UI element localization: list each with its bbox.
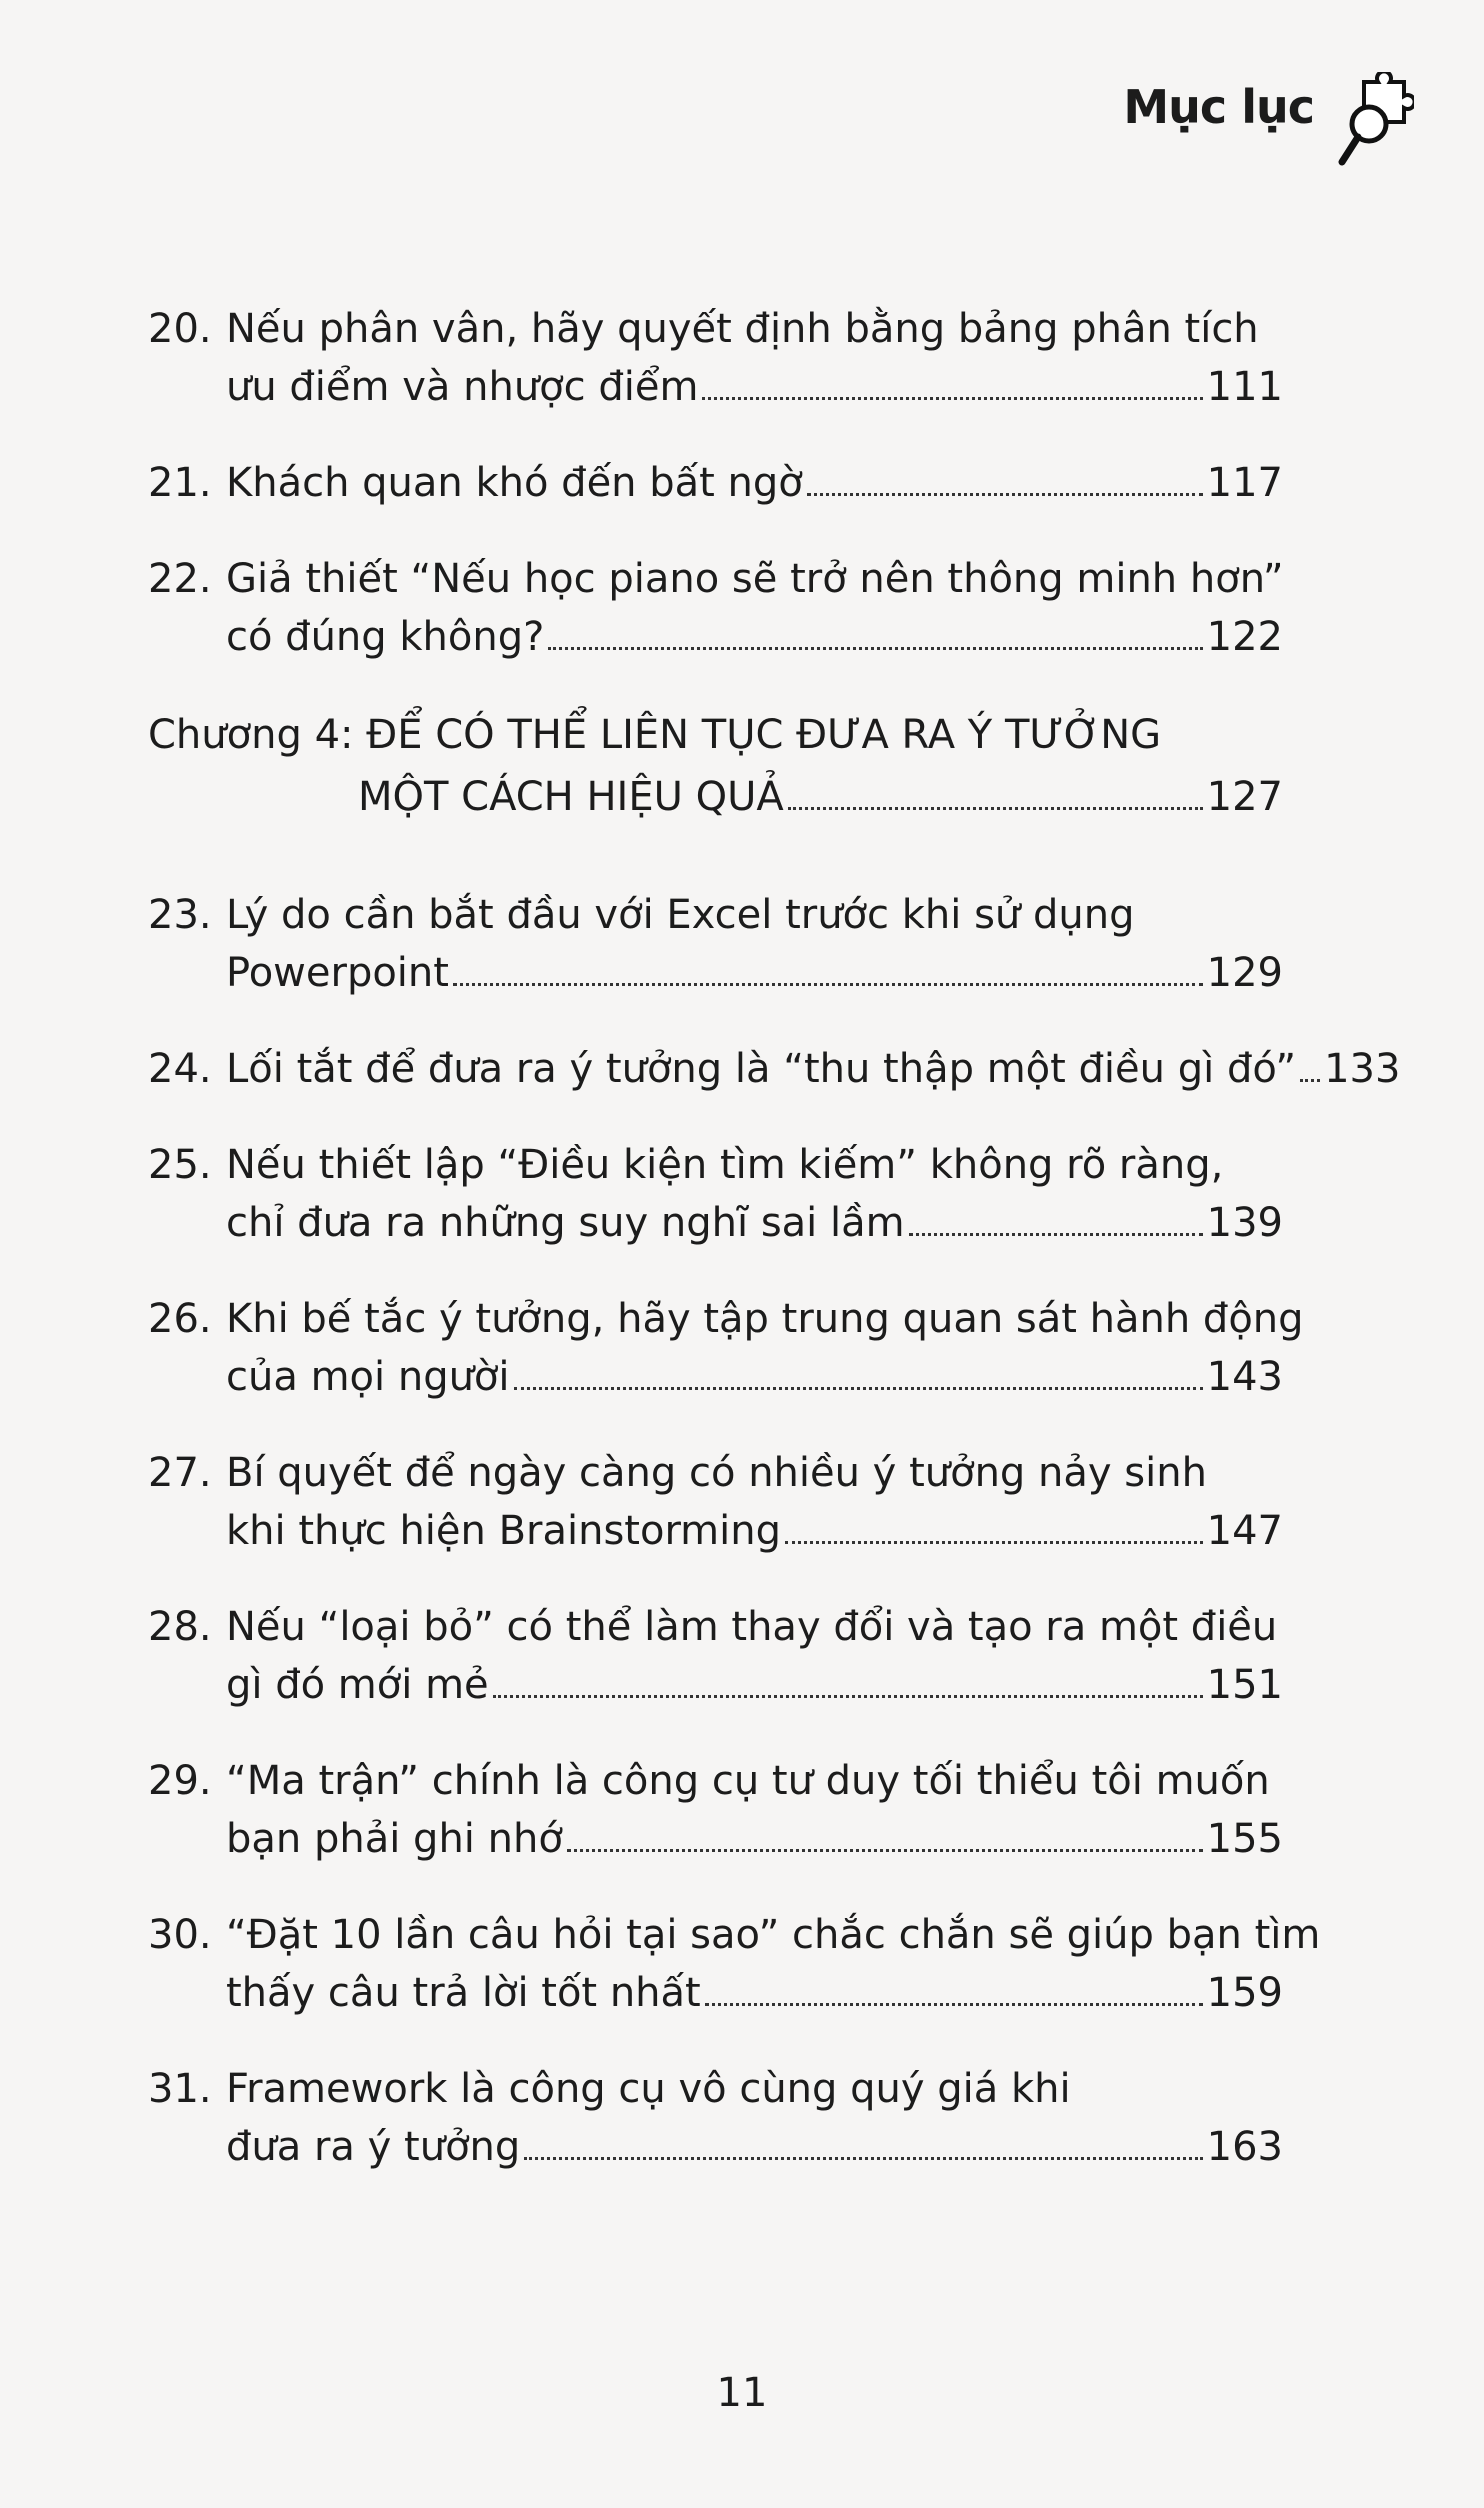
entry-number: 26. bbox=[148, 1296, 212, 1342]
dot-leader bbox=[493, 1695, 1203, 1698]
page-number: 11 bbox=[716, 2370, 768, 2416]
entry-page-number: 133 bbox=[1324, 1046, 1401, 1092]
chapter-title-line-2 bbox=[148, 766, 1283, 828]
entry-title-line: Nếu “loại bỏ” có thể làm thay đổi và tạo ra một điều bbox=[226, 1604, 1278, 1650]
entry-page-number: 163 bbox=[1206, 2124, 1283, 2170]
entry-page-number: 139 bbox=[1206, 1200, 1283, 1246]
entry-body bbox=[148, 2060, 1283, 2176]
entry-number: 22. bbox=[148, 556, 212, 602]
entry-body bbox=[148, 1906, 1321, 2022]
entry-body bbox=[148, 1136, 1283, 1252]
dot-leader bbox=[909, 1233, 1203, 1236]
entry-title-text: của mọi người bbox=[226, 1354, 510, 1400]
dot-leader bbox=[807, 493, 1203, 496]
entry-number: 21. bbox=[148, 460, 212, 506]
toc-entry bbox=[148, 1752, 1283, 1868]
dot-leader bbox=[705, 2003, 1203, 2006]
toc-entry bbox=[148, 2060, 1283, 2176]
entry-body bbox=[148, 1598, 1283, 1714]
entry-page-number: 159 bbox=[1206, 1970, 1283, 2016]
entry-body bbox=[148, 1444, 1283, 1560]
entry-title-text: gì đó mới mẻ bbox=[226, 1662, 489, 1708]
dot-leader bbox=[524, 2157, 1202, 2160]
chapter-title-line-1: Chương 4: ĐỂ CÓ THỂ LIÊN TỤC ĐƯA RA Ý TƯỞNG bbox=[148, 712, 1162, 758]
dot-leader bbox=[702, 397, 1202, 400]
entry-title-text: khi thực hiện Brainstorming bbox=[226, 1508, 781, 1554]
entry-last-line bbox=[226, 608, 1283, 666]
page-header-title: Mục lục bbox=[1123, 80, 1314, 134]
entry-number: 24. bbox=[148, 1046, 212, 1092]
dot-leader bbox=[453, 983, 1203, 986]
entry-title-text: có đúng không? bbox=[226, 614, 545, 660]
entry-title-line: Bí quyết để ngày càng có nhiều ý tưởng nảy sinh bbox=[226, 1450, 1207, 1496]
chapter-page-number: 127 bbox=[1206, 774, 1283, 820]
entry-body bbox=[148, 886, 1283, 1002]
entry-number: 25. bbox=[148, 1142, 212, 1188]
chapter-heading bbox=[148, 704, 1283, 828]
entry-title-text: chỉ đưa ra những suy nghĩ sai lầm bbox=[226, 1200, 905, 1246]
entry-last-line bbox=[226, 1040, 1401, 1098]
toc-entry bbox=[148, 1040, 1401, 1098]
toc-entry bbox=[148, 886, 1283, 1002]
dot-leader bbox=[514, 1387, 1203, 1390]
entry-last-line bbox=[226, 1502, 1283, 1560]
toc-entry bbox=[148, 1290, 1304, 1406]
dot-leader bbox=[567, 1849, 1203, 1852]
entry-title-text: thấy câu trả lời tốt nhất bbox=[226, 1970, 701, 2016]
entry-title-text: đưa ra ý tưởng bbox=[226, 2124, 521, 2170]
entry-body bbox=[148, 1752, 1283, 1868]
entry-body bbox=[148, 454, 1283, 512]
entry-last-line bbox=[226, 944, 1283, 1002]
table-of-contents bbox=[148, 300, 1401, 2214]
entry-page-number: 155 bbox=[1206, 1816, 1283, 1862]
entry-title-text: Lối tắt để đưa ra ý tưởng là “thu thập một điều gì đó” bbox=[226, 1046, 1297, 1092]
entry-number: 20. bbox=[148, 306, 212, 352]
entry-body bbox=[148, 550, 1283, 666]
entry-number: 31. bbox=[148, 2066, 212, 2112]
entry-title-line: Nếu thiết lập “Điều kiện tìm kiếm” không rõ ràng, bbox=[226, 1142, 1224, 1188]
entry-last-line bbox=[226, 1964, 1283, 2022]
entry-title-text: bạn phải ghi nhớ bbox=[226, 1816, 563, 1862]
puzzle-magnifier-icon bbox=[1334, 72, 1414, 172]
toc-entry bbox=[148, 1906, 1321, 2022]
entry-body bbox=[148, 300, 1283, 416]
entry-title-line: Lý do cần bắt đầu với Excel trước khi sử dụng bbox=[226, 892, 1135, 938]
entry-number: 27. bbox=[148, 1450, 212, 1496]
dot-leader bbox=[548, 647, 1202, 650]
entry-page-number: 147 bbox=[1206, 1508, 1283, 1554]
dot-leader bbox=[1300, 1079, 1320, 1082]
entry-last-line bbox=[226, 1656, 1283, 1714]
entry-number: 23. bbox=[148, 892, 212, 938]
entry-number: 29. bbox=[148, 1758, 212, 1804]
entry-number: 28. bbox=[148, 1604, 212, 1650]
toc-group-chapter-3 bbox=[148, 300, 1283, 666]
toc-group-chapter-4 bbox=[148, 886, 1401, 2176]
entry-title-line: “Ma trận” chính là công cụ tư duy tối thiểu tôi muốn bbox=[226, 1758, 1270, 1804]
toc-entry bbox=[148, 550, 1283, 666]
entry-body bbox=[148, 1290, 1304, 1406]
toc-entry bbox=[148, 454, 1283, 512]
entry-last-line bbox=[226, 358, 1283, 416]
entry-last-line bbox=[226, 1810, 1283, 1868]
entry-last-line bbox=[226, 454, 1283, 512]
entry-page-number: 111 bbox=[1206, 364, 1283, 410]
entry-last-line bbox=[226, 2118, 1283, 2176]
entry-title-text: Khách quan khó đến bất ngờ bbox=[226, 460, 803, 506]
entry-title-line: Khi bế tắc ý tưởng, hãy tập trung quan sát hành động bbox=[226, 1296, 1304, 1342]
entry-number: 30. bbox=[148, 1912, 212, 1958]
entry-title-text: ưu điểm và nhược điểm bbox=[226, 364, 699, 410]
entry-body bbox=[148, 1040, 1401, 1098]
toc-entry bbox=[148, 1598, 1283, 1714]
toc-entry bbox=[148, 1136, 1283, 1252]
dot-leader bbox=[785, 1541, 1203, 1544]
chapter-title-text: MỘT CÁCH HIỆU QUẢ bbox=[358, 774, 784, 820]
entry-last-line bbox=[226, 1194, 1283, 1252]
entry-title-line: “Đặt 10 lần câu hỏi tại sao” chắc chắn sẽ giúp bạn tìm bbox=[226, 1912, 1321, 1958]
entry-page-number: 122 bbox=[1206, 614, 1283, 660]
entry-title-line: Giả thiết “Nếu học piano sẽ trở nên thông minh hơn” bbox=[226, 556, 1284, 602]
dot-leader bbox=[788, 807, 1203, 810]
toc-entry bbox=[148, 1444, 1283, 1560]
entry-title-line: Nếu phân vân, hãy quyết định bằng bảng phân tích bbox=[226, 306, 1259, 352]
entry-page-number: 151 bbox=[1206, 1662, 1283, 1708]
toc-entry bbox=[148, 300, 1283, 416]
entry-title-text: Powerpoint bbox=[226, 950, 449, 996]
entry-page-number: 117 bbox=[1206, 460, 1283, 506]
entry-page-number: 129 bbox=[1206, 950, 1283, 996]
entry-page-number: 143 bbox=[1206, 1354, 1283, 1400]
entry-title-line: Framework là công cụ vô cùng quý giá khi bbox=[226, 2066, 1071, 2112]
entry-last-line bbox=[226, 1348, 1283, 1406]
